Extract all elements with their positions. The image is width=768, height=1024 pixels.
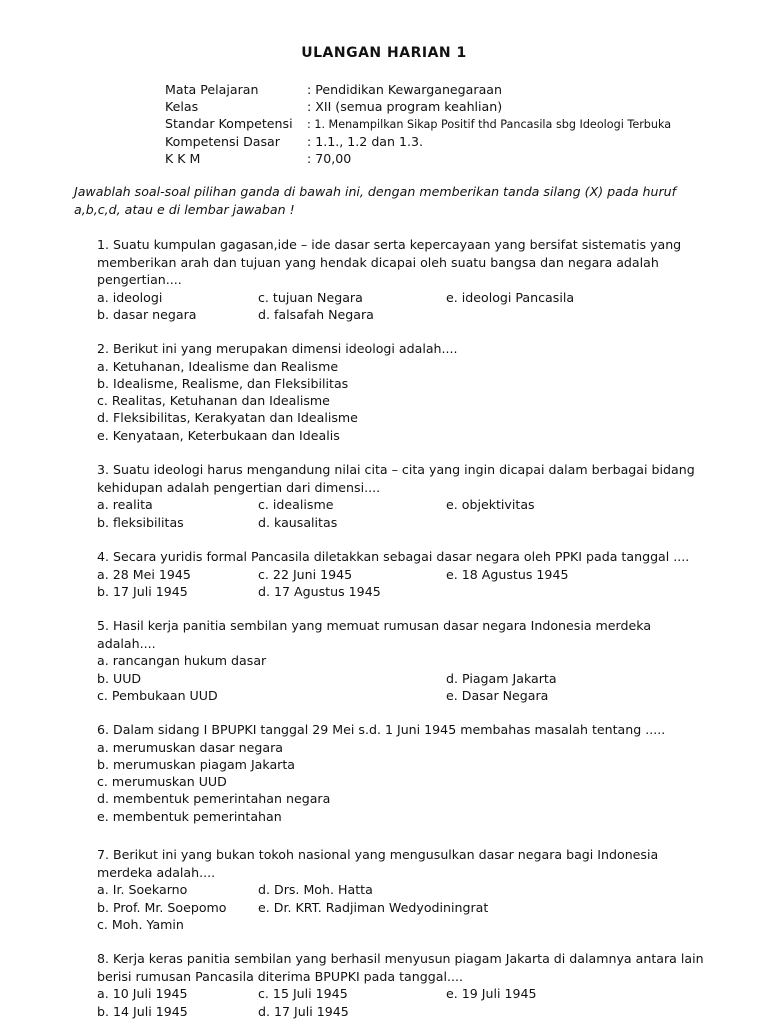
option: b. fleksibilitas [97,514,184,530]
question-text: 2. Berikut ini yang merupakan dimensi ideologi adalah.... [97,341,458,356]
option-row [97,899,707,917]
question-6 [97,721,707,825]
option: b. Idealisme, Realisme, dan Fleksibilitas [97,375,349,391]
option: d. falsafah Negara [258,307,374,323]
option: e. 19 Juli 1945 [446,986,537,1002]
option: e. membentuk pemerintahan [97,808,282,824]
meta-value: : Pendidikan Kewarganegaraan [307,82,502,97]
document-title: ULANGAN HARIAN 1 [301,45,467,61]
option-row [97,985,707,1003]
option: a. rancangan hukum dasar [97,653,267,669]
option-row [97,916,707,934]
meta-row-competency-standard [165,115,671,132]
option: d. 17 Agustus 1945 [258,584,381,600]
question-text: 6. Dalam sidang I BPUPKI tanggal 29 Mei s.d. 1 Juni 1945 membahas masalah tentang ..... [97,722,666,737]
instructions: Jawablah soal-soal pilihan ganda di bawah ini, dengan memberikan tanda silang (X) pada huruf a,b,c,d, atau e di lembar jawaban ! [74,184,677,217]
meta-value: : 1.1., 1.2 dan 1.3. [307,133,424,149]
option: a. merumuskan dasar negara [97,739,283,755]
question-7 [97,846,707,934]
meta-row-kkm [165,150,671,167]
meta-label: Mata Pelajaran [165,82,259,97]
option-row [97,881,707,899]
option: a. Ir. Soekarno [97,882,188,898]
option: a. 28 Mei 1945 [97,566,191,582]
meta-label: Kelas [165,99,199,115]
option: c. 22 Juni 1945 [258,566,353,582]
question-3 [97,461,707,531]
option: a. Ketuhanan, Idealisme dan Realisme [97,358,339,374]
option: b. 14 Juli 1945 [97,1003,188,1019]
question-text: 8. Kerja keras panitia sembilan yang berhasil menyusun piagam Jakarta di dalamnya antara lain berisi rumusan Pancasila diterima BPUPKI pada tanggal.... [97,951,704,984]
option-row [97,514,707,532]
option-row [97,687,707,705]
option: b. merumuskan piagam Jakarta [97,756,296,772]
option: e. Dr. KRT. Radjiman Wedyodiningrat [258,899,489,915]
question-8 [97,950,707,1020]
option: b. 17 Juli 1945 [97,584,188,600]
option: a. realita [97,497,153,513]
option-row [97,652,707,670]
option: b. Prof. Mr. Soepomo [97,899,227,915]
option-row [97,566,707,584]
meta-row-basic-competency [165,133,671,150]
option: c. tujuan Negara [258,289,363,305]
meta-value: : 70,00 [307,150,352,166]
meta-block [165,81,671,167]
option-row [97,583,707,601]
option: e. ideologi Pancasila [446,289,575,305]
option-row [97,670,707,688]
option: e. 18 Agustus 1945 [446,566,569,582]
option: b. dasar negara [97,307,197,323]
question-2 [97,340,707,444]
option: d. Piagam Jakarta [446,670,557,686]
question-4 [97,548,707,601]
option-row [97,496,707,514]
option: d. Fleksibilitas, Kerakyatan dan Idealisme [97,410,358,426]
question-text: 7. Berikut ini yang bukan tokoh nasional yang mengusulkan dasar negara bagi Indonesia merdeka adalah.... [97,847,659,880]
option: c. Moh. Yamin [97,917,184,933]
option: d. kausalitas [258,514,338,530]
meta-label: Standar Kompetensi [165,116,293,132]
meta-value: : 1. Menampilkan Sikap Positif thd Pancasila sbg Ideologi Terbuka [307,118,672,132]
option-row [97,306,707,324]
question-1 [97,236,707,324]
option-row [97,1003,707,1021]
option: a. 10 Juli 1945 [97,986,188,1002]
option: b. UUD [97,670,142,686]
question-text: 3. Suatu ideologi harus mengandung nilai cita – cita yang ingin dicapai dalam berbagai bidang kehidupan adalah pengertian dari dimensi.... [97,462,695,495]
question-text: 4. Secara yuridis formal Pancasila diletakkan sebagai dasar negara oleh PPKI pada tanggal .... [97,549,690,564]
option: e. Dasar Negara [446,688,549,704]
option: c. 15 Juli 1945 [258,986,348,1002]
question-text: 5. Hasil kerja panitia sembilan yang memuat rumusan dasar negara Indonesia merdeka adalah.... [97,618,652,651]
option: a. ideologi [97,289,163,305]
meta-row-subject [165,81,671,98]
option: c. Pembukaan UUD [97,688,218,704]
question-text: 1. Suatu kumpulan gagasan,ide – ide dasar serta kepercayaan yang bersifat sistematis yang memberikan arah dan tujuan yang hendak dicapai oleh suatu bangsa dan negara adalah pengertian.... [97,237,682,288]
option: c. merumuskan UUD [97,774,227,790]
meta-label: Kompetensi Dasar [165,133,280,149]
option: c. idealisme [258,497,334,513]
option: e. objektivitas [446,497,535,513]
question-5 [97,617,707,705]
option: e. Kenyataan, Keterbukaan dan Idealis [97,427,340,443]
option-row [97,289,707,307]
option: d. membentuk pemerintahan negara [97,791,331,807]
meta-label: K K M [165,150,201,166]
meta-row-class [165,98,671,115]
option: d. 17 Juli 1945 [258,1003,349,1019]
meta-value: : XII (semua program keahlian) [307,99,503,115]
option: c. Realitas, Ketuhanan dan Idealisme [97,393,330,409]
option: d. Drs. Moh. Hatta [258,882,373,898]
